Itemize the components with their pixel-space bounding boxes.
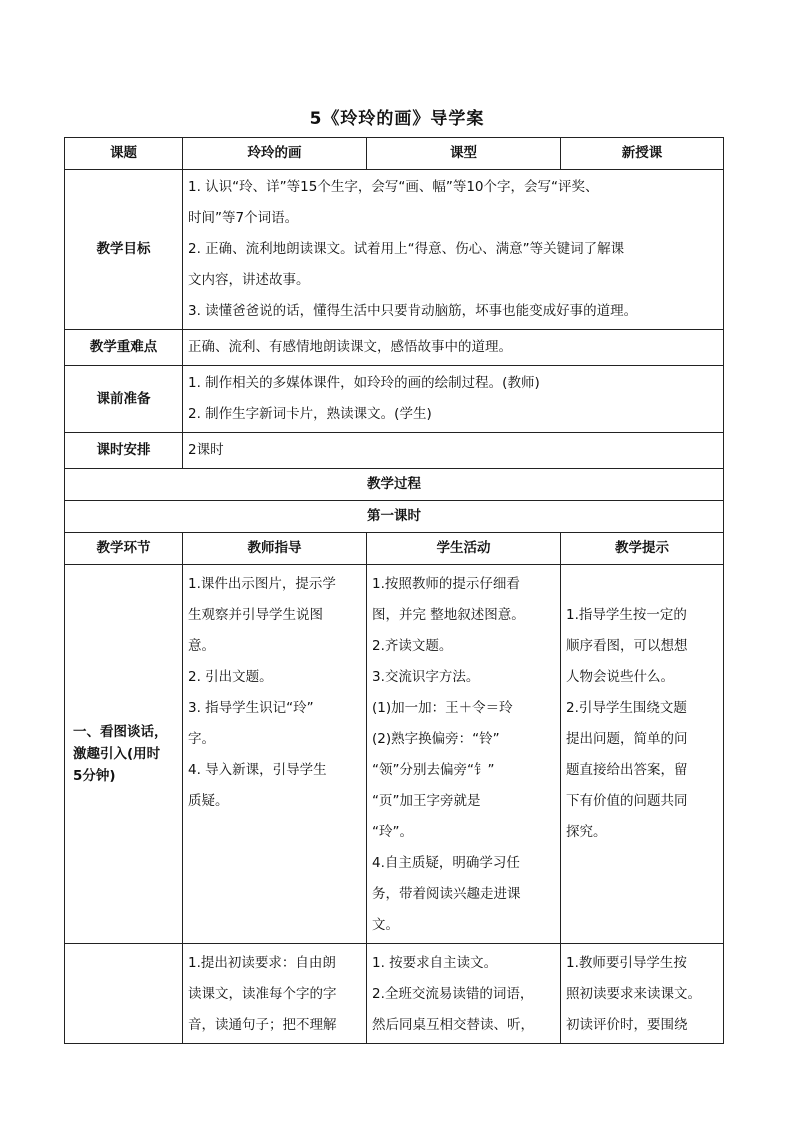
- step2-student: [367, 944, 561, 1044]
- step2-student-line: 然后同桌互相交替读、听，: [372, 1017, 534, 1033]
- step1-tips-line: 提出问题，简单的问: [566, 731, 688, 747]
- step1-tips: [561, 565, 724, 944]
- goal-line: 3. 读懂爸爸说的话，懂得生活中只要肯动脑筋，坏事也能变成好事的道理。: [188, 303, 638, 319]
- schedule-value: 2课时: [183, 433, 724, 469]
- type-value: 新授课: [561, 138, 724, 170]
- process-title: 教学过程: [65, 469, 724, 501]
- step1-teacher-line: 字。: [188, 731, 215, 747]
- lesson-title-row: [65, 501, 724, 533]
- step1-teacher-line: 质疑。: [188, 793, 229, 809]
- step1-student-line: 3.交流识字方法。: [372, 669, 480, 685]
- step1-tips-line: 顺序看图，可以想想: [566, 638, 688, 654]
- step1-student-line: (2)熟字换偏旁：“铃”: [372, 731, 500, 747]
- info-row: [65, 138, 724, 170]
- step1-teacher: [183, 565, 367, 944]
- step2-row: [65, 944, 724, 1044]
- step2-teacher-line: 1.提出初读要求：自由朗: [188, 955, 336, 971]
- step1-tips-line: 题直接给出答案，留: [566, 762, 688, 778]
- goals-row: [65, 170, 724, 330]
- key-points-label: 教学重难点: [65, 330, 183, 366]
- key-points-text: 正确、流利、有感情地朗读课文，感悟故事中的道理。: [183, 330, 724, 366]
- step1-student-line: 文。: [372, 917, 399, 933]
- column-header-tips: 教学提示: [561, 533, 724, 565]
- key-points-row: [65, 330, 724, 366]
- step1-teacher-line: 2. 引出文题。: [188, 669, 273, 685]
- document-title: 5《玲玲的画》导学案: [309, 109, 485, 129]
- type-label: 课型: [367, 138, 561, 170]
- step1-label-line: 激趣引入(用时: [73, 746, 161, 762]
- topic-label: 课题: [65, 138, 183, 170]
- step1-student-line: 1.按照教师的提示仔细看: [372, 576, 520, 592]
- process-title-row: [65, 469, 724, 501]
- step1-tips-line: 1.指导学生按一定的: [566, 607, 687, 623]
- step2-tips-line: 初读评价时，要围绕: [566, 1017, 688, 1033]
- step1-student-line: 图，并完 整地叙述图意。: [372, 607, 525, 623]
- column-header-step: 教学环节: [65, 533, 183, 565]
- column-header-teacher: 教师指导: [183, 533, 367, 565]
- goal-line: 时间”等7个词语。: [188, 210, 299, 226]
- step1-student-line: (1)加一加：王＋令＝玲: [372, 700, 513, 716]
- goals-label: 教学目标: [65, 170, 183, 330]
- preparation-line: 1. 制作相关的多媒体课件，如玲玲的画的绘制过程。(教师): [188, 375, 540, 391]
- step1-teacher-line: 4. 导入新课，引导学生: [188, 762, 327, 778]
- step1-student: [367, 565, 561, 944]
- step2-teacher-line: 音，读通句子；把不理解: [188, 1017, 337, 1033]
- lesson-title: 第一课时: [65, 501, 724, 533]
- step1-tips-line: 人物会说些什么。: [566, 669, 674, 685]
- column-header-row: [65, 533, 724, 565]
- goal-line: 文内容，讲述故事。: [188, 272, 310, 288]
- step1-teacher-line: 生观察并引导学生说图: [188, 607, 323, 623]
- preparation-label: 课前准备: [65, 366, 183, 433]
- step1-tips-line: 下有价值的问题共同: [566, 793, 688, 809]
- step1-row: [65, 565, 724, 944]
- goal-line: 2. 正确、流利地朗读课文。试着用上“得意、伤心、满意”等关键词了解课: [188, 241, 625, 257]
- step2-student-line: 1. 按要求自主读文。: [372, 955, 498, 971]
- step1-student-line: 4.自主质疑，明确学习任: [372, 855, 520, 871]
- preparation-row: [65, 366, 724, 433]
- goals-content: [183, 170, 724, 330]
- step2-tips-line: 1.教师要引导学生按: [566, 955, 687, 971]
- step1-student-line: “页”加王字旁就是: [372, 793, 481, 809]
- step1-student-line: “领”分别去偏旁“钅”: [372, 762, 495, 778]
- step2-tips-line: 照初读要求来读课文。: [566, 986, 701, 1002]
- step1-teacher-line: 1.课件出示图片，提示学: [188, 576, 336, 592]
- step2-label: [65, 944, 183, 1044]
- step1-tips-line: 2.引导学生围绕文题: [566, 700, 687, 716]
- step1-student-line: 2.齐读文题。: [372, 638, 453, 654]
- step2-student-line: 2.全班交流易读错的词语，: [372, 986, 534, 1002]
- column-header-student: 学生活动: [367, 533, 561, 565]
- schedule-label: 课时安排: [65, 433, 183, 469]
- step1-teacher-line: 3. 指导学生识记“玲”: [188, 700, 314, 716]
- step1-student-line: “玲”。: [372, 824, 413, 840]
- step2-teacher-line: 读课文，读准每个字的字: [188, 986, 337, 1002]
- step1-label-line: 一、看图谈话，: [73, 724, 168, 740]
- step1-label-line: 5分钟): [73, 768, 116, 784]
- preparation-line: 2. 制作生字新词卡片，熟读课文。(学生): [188, 406, 432, 422]
- step2-tips: [561, 944, 724, 1044]
- step1-tips-line: 探究。: [566, 824, 607, 840]
- step1-student-line: 务，带着阅读兴趣走进课: [372, 886, 521, 902]
- step1-teacher-line: 意。: [188, 638, 215, 654]
- topic-value: 玲玲的画: [183, 138, 367, 170]
- goal-line: 1. 认识“玲、详”等15个生字，会写“画、幅”等10个字，会写“评奖、: [188, 179, 599, 195]
- schedule-row: [65, 433, 724, 469]
- step2-teacher: [183, 944, 367, 1044]
- lesson-plan-table: [64, 137, 724, 1044]
- preparation-content: [183, 366, 724, 433]
- step1-label: [65, 565, 183, 944]
